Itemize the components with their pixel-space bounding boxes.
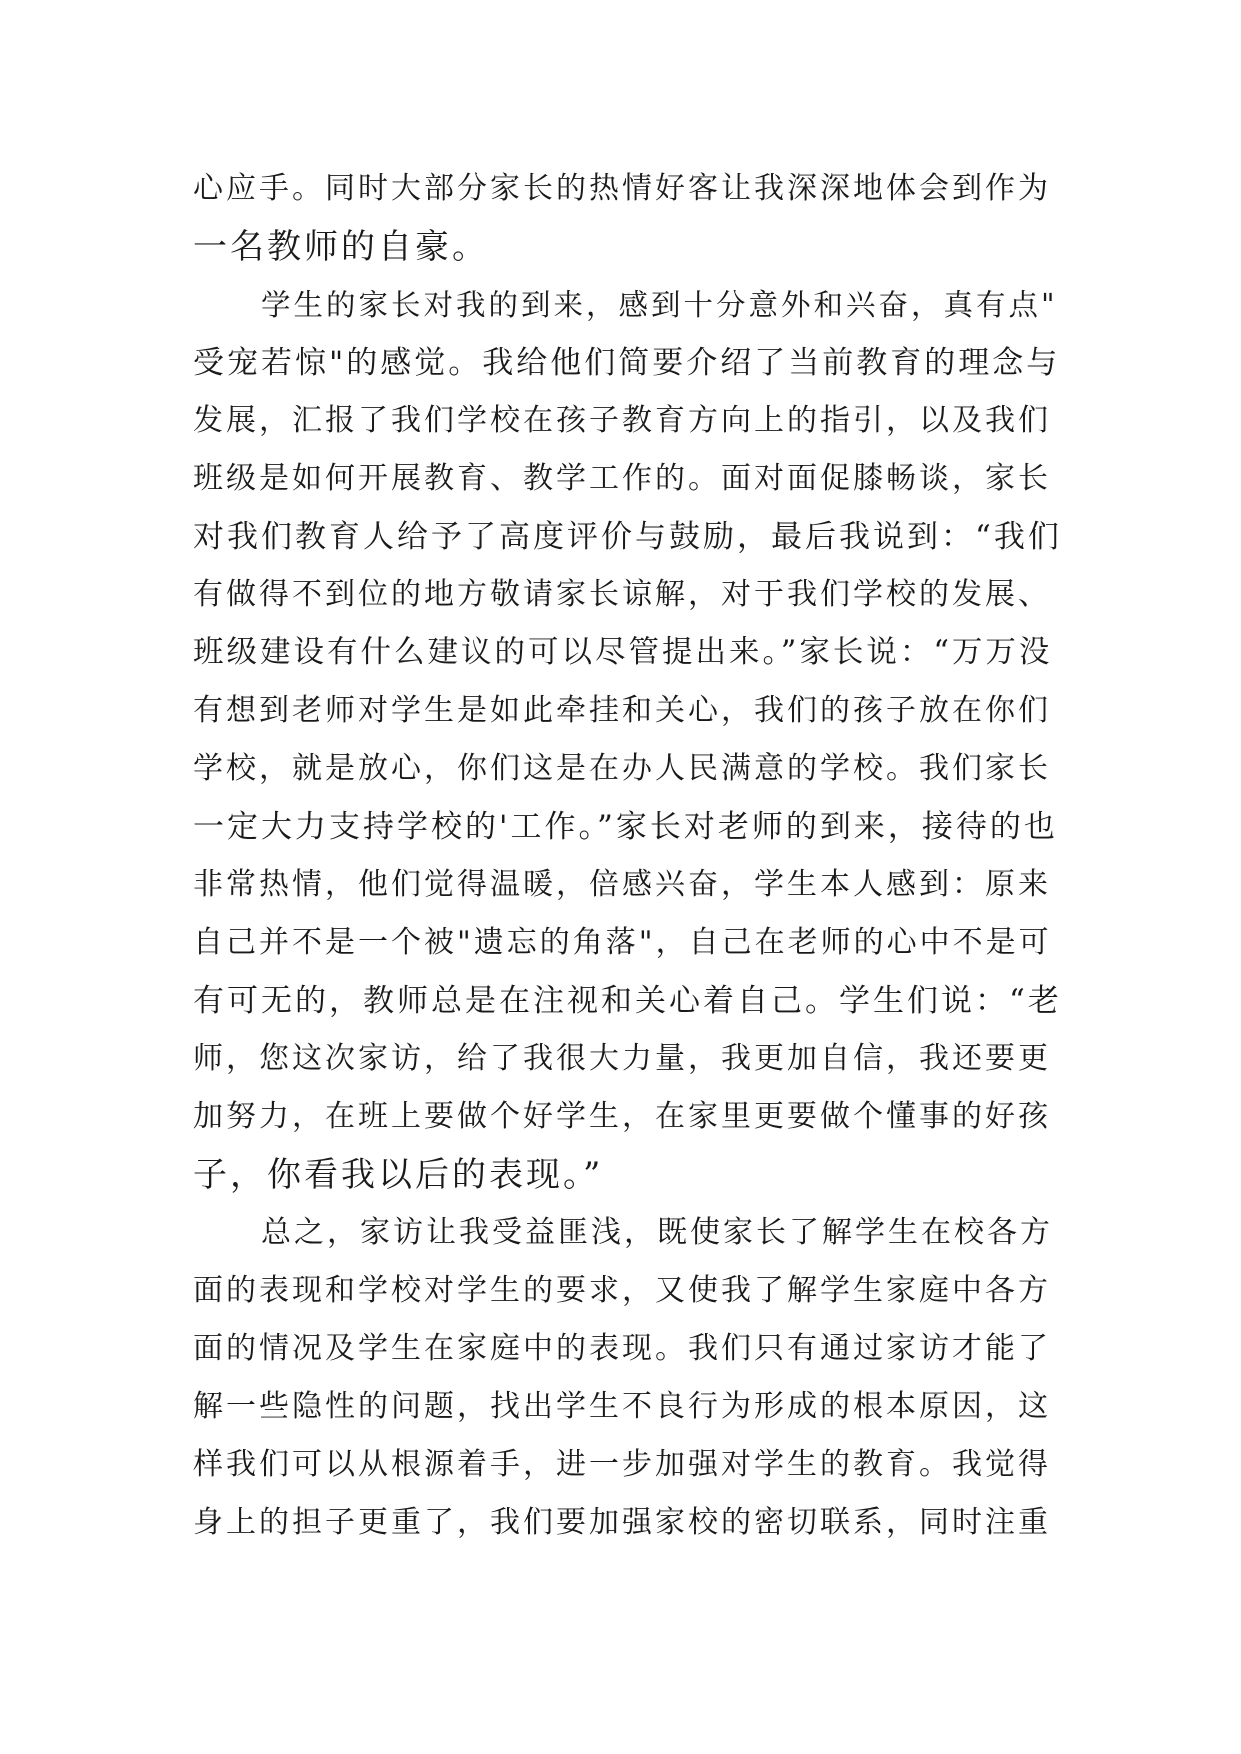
text-line: 解一些隐性的问题，找出学生不良行为形成的根本原因，这 [193,1389,1051,1424]
text-line: 面的表现和学校对学生的要求，又使我了解学生家庭中各方 [193,1273,1051,1308]
text-line: 有想到老师对学生是如此牵挂和关心，我们的孩子放在你们 [193,693,1051,728]
text-line: 心应手。同时大部分家长的热情好客让我深深地体会到作为 [193,171,1051,206]
text-line: 对我们教育人给予了高度评价与鼓励，最后我说到：“我们 [193,519,1062,555]
text-line: 有做得不到位的地方敬请家长谅解，对于我们学校的发展、 [193,577,1051,612]
text-line: 学校，就是放心，你们这是在办人民满意的学校。我们家长 [193,751,1051,786]
text-line: 班级建设有什么建议的可以尽管提出来。”家长说：“万万没 [193,635,1053,670]
paragraph-first-line: 学生的家长对我的到来，感到十分意外和兴奋，真有点" [261,288,1058,322]
text-line: 一定大力支持学校的'工作。”家长对老师的到来，接待的也 [193,809,1058,845]
text-line: 自己并不是一个被"遗忘的角落"，自己在老师的心中不是可 [193,925,1052,960]
text-line: 身上的担子更重了，我们要加强家校的密切联系，同时注重 [193,1505,1051,1540]
text-line: 子，你看我以后的表现。” [193,1155,604,1195]
text-line: 师，您这次家访，给了我很大力量，我更加自信，我还要更 [193,1041,1051,1076]
text-line: 样我们可以从根源着手，进一步加强对学生的教育。我觉得 [193,1447,1051,1482]
paragraph-first-line: 总之，家访让我受益匪浅，既使家长了解学生在校各方 [261,1215,1053,1250]
text-line: 发展，汇报了我们学校在孩子教育方向上的指引，以及我们 [193,403,1051,438]
body-text [193,160,1063,1552]
text-line: 一名教师的自豪。 [193,227,489,267]
text-line: 有可无的，教师总是在注视和关心着自己。学生们说：“老 [193,983,1062,1019]
text-line: 非常热情，他们觉得温暖，倍感兴奋，学生本人感到：原来 [193,867,1051,902]
text-line: 班级是如何开展教育、教学工作的。面对面促膝畅谈，家长 [193,461,1051,496]
text-line: 面的情况及学生在家庭中的表现。我们只有通过家访才能了 [193,1331,1051,1366]
text-line: 加努力，在班上要做个好学生，在家里更要做个懂事的好孩 [193,1099,1051,1134]
text-line: 受宠若惊"的感觉。我给他们简要介绍了当前教育的理念与 [193,345,1061,381]
